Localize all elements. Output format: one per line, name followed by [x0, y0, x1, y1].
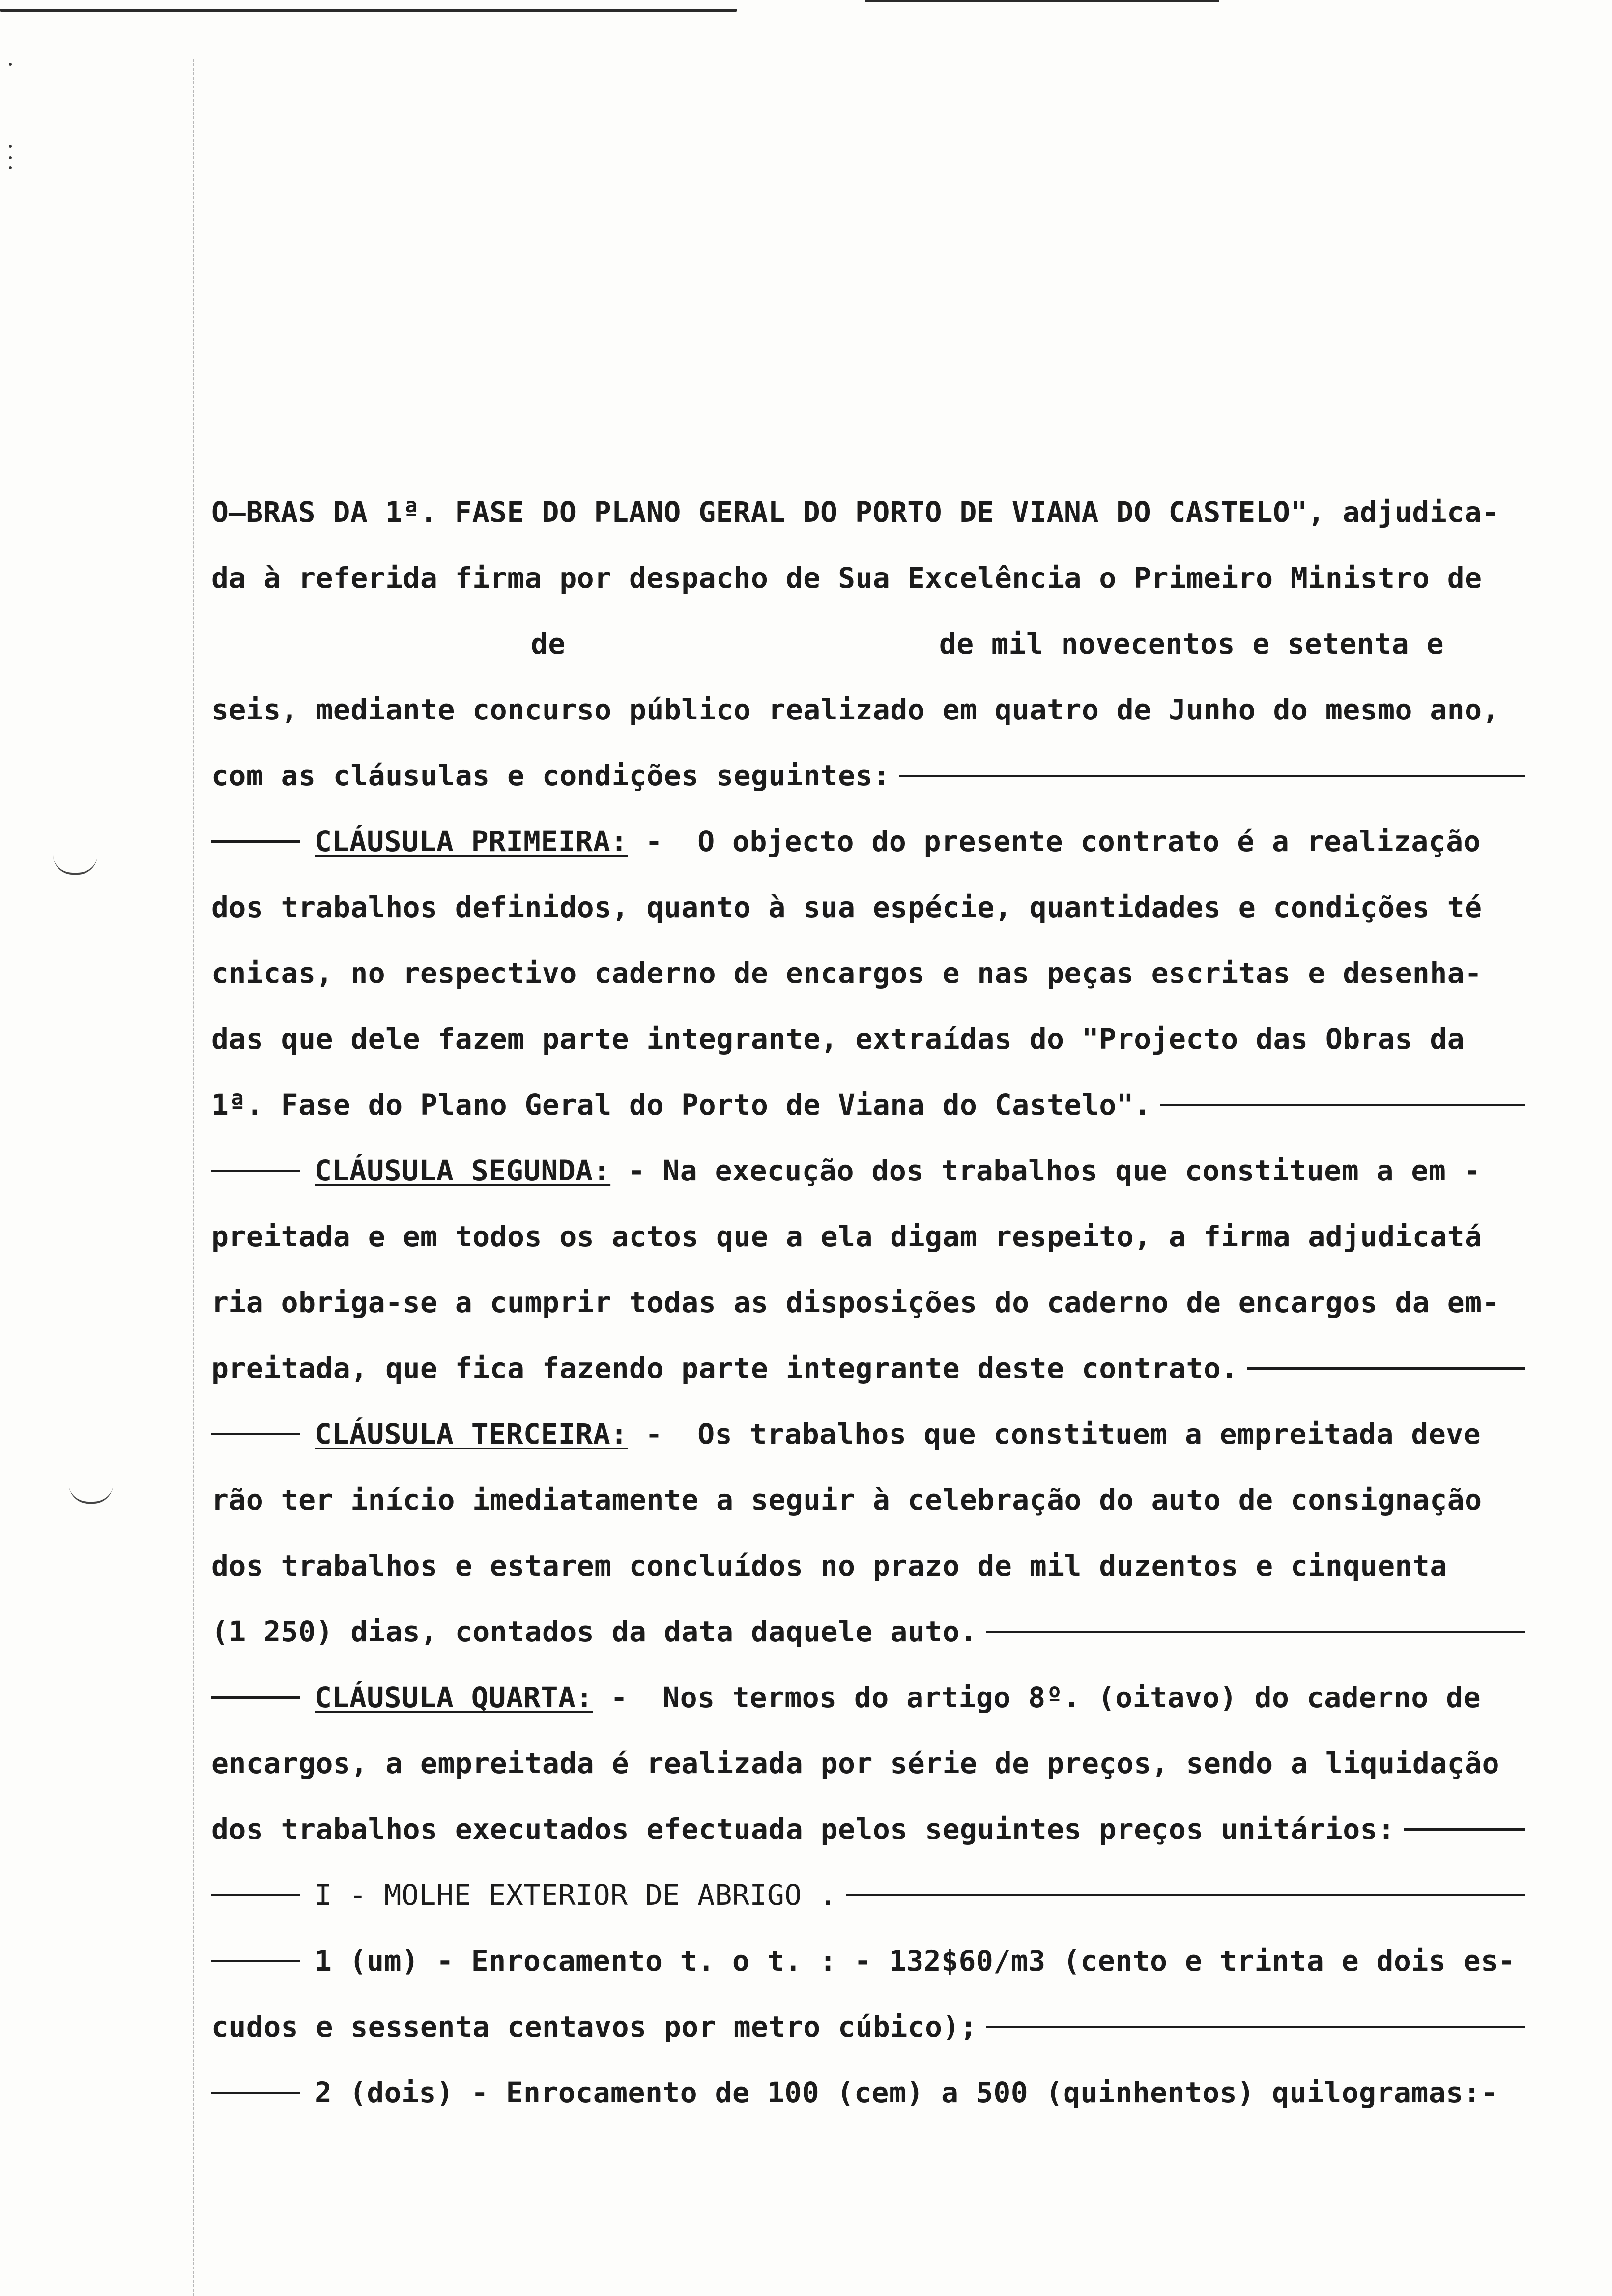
section-heading: I - MOLHE EXTERIOR DE ABRIGO . — [315, 1878, 837, 1912]
scan-edge-left — [0, 9, 737, 12]
text-line: das que dele fazem parte integrante, extraídas do "Projecto das Obras da — [211, 1022, 1465, 1056]
text-line: com as cláusulas e condições seguintes: — [211, 743, 1528, 808]
scan-edge-right — [865, 0, 1219, 2]
text-line: ria obriga-se a cumprir todas as disposições do caderno de encargos da em- — [211, 1286, 1500, 1319]
text-line: 1ª. Fase do Plano Geral do Porto de Viana do Castelo". — [211, 1072, 1528, 1138]
clause-heading-line: CLÁUSULA TERCEIRA: - Os trabalhos que constituem a empreitada deve — [211, 1401, 1528, 1467]
text-line: rão ter início imediatamente a seguir à celebração do auto de consignação — [211, 1483, 1482, 1517]
text-line: encargos, a empreitada é realizada por série de preços, sendo a liquidação — [211, 1747, 1500, 1780]
clause-heading: CLÁUSULA PRIMEIRA: — [315, 825, 628, 858]
section-heading-line — [211, 1862, 1528, 1928]
text-line: dos trabalhos definidos, quanto à sua espécie, quantidades e condições té — [211, 890, 1482, 924]
margin-fold-line — [193, 59, 195, 2296]
scan-speck — [9, 166, 12, 169]
scan-speck — [9, 145, 12, 148]
price-item-line: 1 (um) - Enrocamento t. o t. : - 132$60/m3 (cento e trinta e dois es- — [211, 1928, 1528, 1994]
clause-heading-line: CLÁUSULA PRIMEIRA: - O objecto do presente contrato é a realização — [211, 808, 1528, 874]
clause-heading: CLÁUSULA QUARTA: — [315, 1681, 593, 1714]
punch-hole-mark — [53, 855, 97, 875]
clause-heading-line: CLÁUSULA QUARTA: - Nos termos do artigo 8º. (oitavo) do caderno de — [211, 1665, 1528, 1730]
contract-text — [211, 479, 1528, 2125]
text-line: O̶BRAS DA 1ª. FASE DO PLANO GERAL DO PORTO DE VIANA DO CASTELO", adjudica- — [211, 495, 1499, 529]
text-line: preitada e em todos os actos que a ela digam respeito, a firma adjudicatá — [211, 1220, 1482, 1253]
punch-hole-mark — [69, 1484, 113, 1504]
text-line: da à referida firma por despacho de Sua Excelência o Primeiro Ministro de — [211, 561, 1482, 595]
text-line: seis, mediante concurso público realizado em quatro de Junho do mesmo ano, — [211, 693, 1500, 726]
scan-speck — [9, 156, 12, 159]
price-item-line: 2 (dois) - Enrocamento de 100 (cem) a 500 (quinhentos) quilogramas:- — [211, 2060, 1528, 2125]
text-line: preitada, que fica fazendo parte integrante deste contrato. — [211, 1335, 1528, 1401]
text-line: dos trabalhos e estarem concluídos no prazo de mil duzentos e cinquenta — [211, 1549, 1447, 1582]
text-line: cudos e sessenta centavos por metro cúbico); — [211, 1994, 1528, 2060]
clause-heading: CLÁUSULA TERCEIRA: — [315, 1417, 628, 1451]
text-line: (1 250) dias, contados da data daquele auto. — [211, 1599, 1528, 1665]
clause-heading-line: CLÁUSULA SEGUNDA: - Na execução dos trabalhos que constituem a em - — [211, 1138, 1528, 1204]
text-line: de de mil novecentos e setenta e — [531, 627, 1444, 660]
text-line: dos trabalhos executados efectuada pelos seguintes preços unitários: — [211, 1796, 1528, 1862]
scan-speck — [9, 63, 12, 66]
clause-heading: CLÁUSULA SEGUNDA: — [315, 1154, 611, 1187]
text-line: cnicas, no respectivo caderno de encargos e nas peças escritas e desenha- — [211, 956, 1482, 990]
